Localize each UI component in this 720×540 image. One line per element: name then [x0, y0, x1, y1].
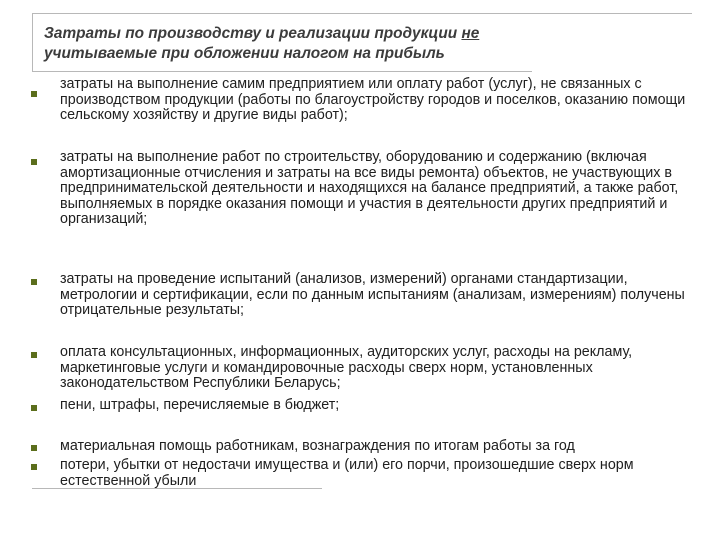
- list-item: материальная помощь работникам, вознаграждения по итогам работы за год: [60, 438, 575, 454]
- list-item: затраты на выполнение самим предприятием или оплату работ (услуг), не связанных с производством продукции (работы по благоустройству городов и поселков, оказанию помощи сельскому хозяйству и другие виды работ);: [60, 76, 686, 124]
- frame-top-line: [32, 13, 692, 14]
- list-item: затраты на выполнение работ по строительству, оборудованию и содержанию (включая амортизационные отчисления и затраты на все виды ремонта) объектов, не участвующих в предпринимательской деятельности и находящихся на балансе предприятий, а также работ, выполняемых в порядке оказания помощи и участия в деятельности других предприятий и организаций;: [60, 149, 679, 228]
- list-item: оплата консультационных, информационных, аудиторских услуг, расходы на рекламу, маркетинговые услуги и командировочные расходы сверх норм, установленных законодательством Республики Беларусь;: [60, 344, 633, 392]
- title-line2: учитываемые при обложении налогом на прибыль: [44, 45, 445, 62]
- bullet-icon: [31, 464, 37, 470]
- list-item: пени, штрафы, перечисляемые в бюджет;: [60, 397, 340, 413]
- bottom-rule: [32, 488, 322, 489]
- title-underline-rule: [32, 71, 532, 72]
- bullet-icon: [31, 279, 37, 285]
- bullet-icon: [31, 352, 37, 358]
- bullet-icon: [31, 445, 37, 451]
- title-underlined-word: не: [461, 25, 480, 42]
- list-item: потери, убытки от недостачи имущества и (или) его порчи, произошедшие сверх норм естественной убыли: [60, 457, 634, 489]
- title-line1-prefix: Затраты по производству и реализации продукции: [44, 25, 462, 42]
- bullet-icon: [31, 159, 37, 165]
- slide-title: [44, 24, 684, 64]
- list-item: затраты на проведение испытаний (анализов, измерений) органами стандартизации, метрологии и сертификации, если по данным испытаниям (анализам, измерениям) получены отрицательные результаты;: [60, 271, 685, 319]
- bullet-icon: [31, 91, 37, 97]
- bullet-icon: [31, 405, 37, 411]
- frame-left-line: [32, 13, 33, 71]
